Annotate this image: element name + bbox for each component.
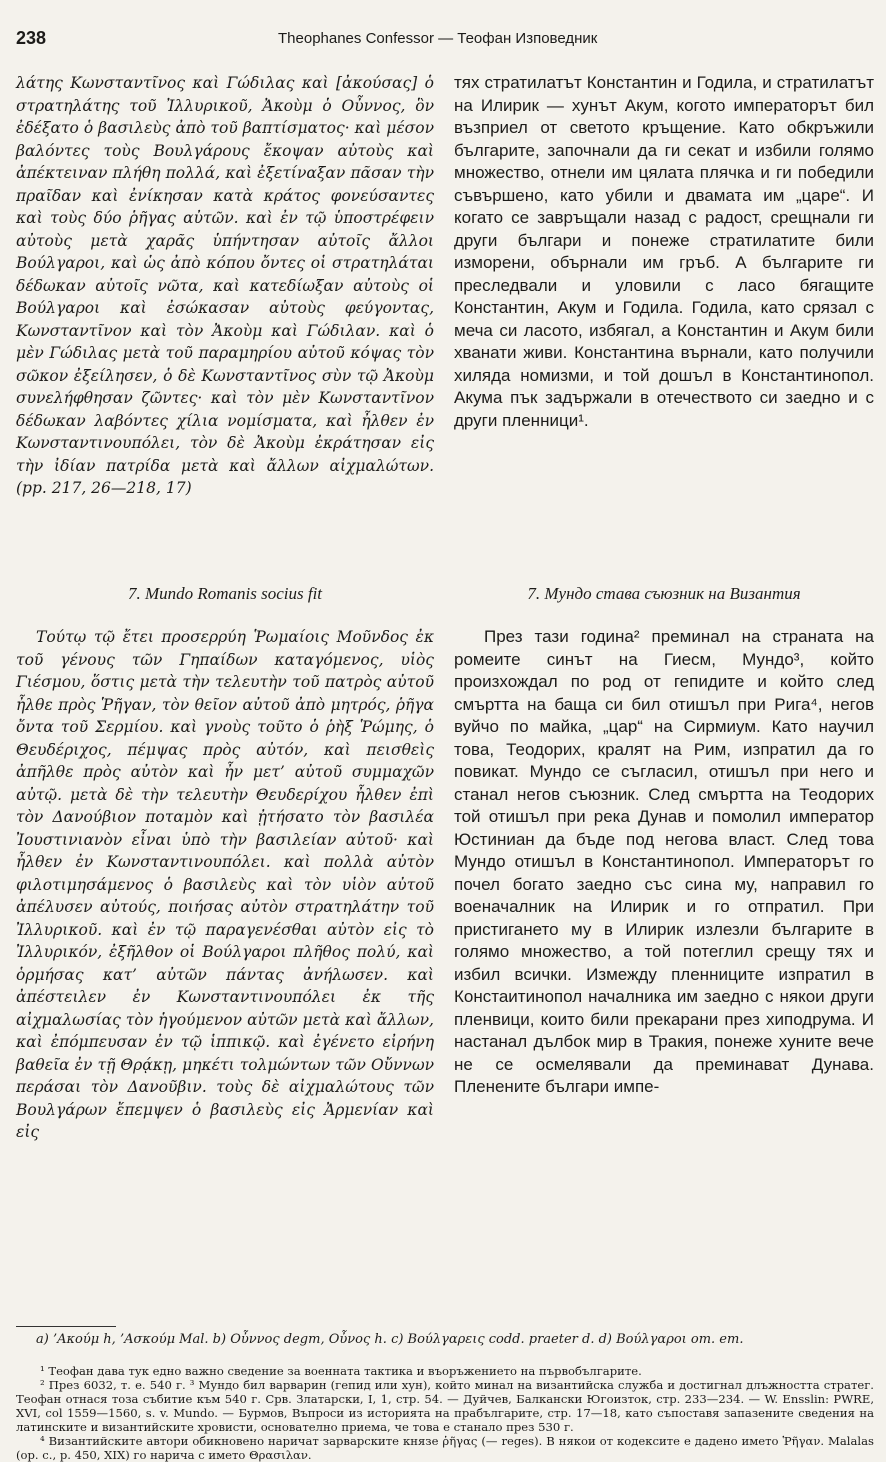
section-title-bulgarian: 7. Мундо става съюзник на Византия (527, 584, 801, 603)
page-header (16, 28, 874, 54)
footnotes (16, 1364, 874, 1462)
footnote: ² През 6032, т. е. 540 г. ³ Мундо бил варварин (гепид или хун), който минал на византийска служба и достигнал длъжността стратег. Теофан отнася тоза събитие към 540 г. Срв. Златарски, I, 1, стр. 54. — Дуйчев, Балкански Югоизток, стр. 233—234. — W. Ensslin: PWRE, XVI, col 1559—1560, s. v. Mundo. — Бурмов, Въпроси из историята на прабългарите, стр. 17—18, като съпоставя запазените сведения на латинските и византийските хровисти, основателно приема, че това е станало през 530 г. (16, 1378, 874, 1434)
bulgarian-paragraph: През тази година² преминал на страната на ромеите синът на Гиесм, Мундо³, който произхождал по род от гепидите и който след смъртта на баща си бил отишъл при Рига⁴, негов вуйчо по майка, „цар“ на Сирмиум. Като научил това, Теодорих, кралят на Рим, изпратил да го повикат. Мундо се съгласил, отишъл при него и станал негов съюзник. След смъртта на Теодорих той отишъл при река Дунав и помолил император Юстиниан да бъде под негова власт. След това Мундо отишъл в Константинопол. Императорът го почел богато заедно със сина му, направил го военачалник на Илирик и го отпратил. При пристигането му в Илирик излезли българите в голямо множество, а той потеглил срещу тях и избил всички. Измежду пленниците изпратил в Констаитинопол началника им заедно с някои други пленвици, които били прекарани през хиподрума. И настанал дълбок мир в Тракия, понеже хуните вече не се осмелявали да преминават Дунава. Пленените българи импе- (454, 627, 874, 1096)
greek-text-bottom (16, 626, 434, 1144)
bulgarian-text-bottom (454, 626, 874, 1099)
running-head: Theophanes Confessor — Теофан Изповедник (278, 30, 598, 47)
bulgarian-text-top (454, 72, 874, 432)
greek-paragraph: Τούτῳ τῷ ἔτει προσερρύη Ῥωμαίοις Μοῦνδος ἐκ τοῦ γένους τῶν Γηπαίδων καταγόμενος, υἱὸς Γιέσμου, ὅστις μετὰ τὴν τελευτὴν τοῦ πατρὸς αὐτοῦ ἦλθε πρὸς Ῥῆγαν, τὸν θεῖον αὐτοῦ ἀπὸ μητρός, ῥῆγα ὄντα τοῦ Σερμίου. καὶ γνοὺς τοῦτο ὁ ῥὴξ Ῥώμης, ὁ Θευδέριχος, πέμψας πρὸς αὐτόν, καὶ πεισθεὶς ἀπῆλθε πρὸς αὐτὸν καὶ ἦν μετ’ αὐτοῦ συμμαχῶν αὐτῷ. μετὰ δὲ τὴν τελευτὴν Θευδερίχου ἦλθεν ἐπὶ τὸν Δανούβιον ποταμὸν καὶ ᾐτήσατο τὸν βασιλέα Ἰουστινιανὸν εἶναι ὑπὸ τὴν βασιλείαν αὐτοῦ· καὶ ἦλθεν ἐν Κωνσταντινουπόλει. καὶ πολλὰ αὐτὸν φιλοτιμησάμενος ὁ βασιλεὺς καὶ τὸν υἱὸν αὐτοῦ ἀπέλυσεν αὐτούς, ποιήσας αὐτὸν στρατηλάτην τοῦ Ἰλλυρικοῦ. καὶ ἐν τῷ παραγενέσθαι αὐτὸν εἰς τὸ Ἰλλυρικόν, ἐξῆλθον οἱ Βούλγαροι πλῆθος πολύ, καὶ ὁρμήσας κατ’ αὐτῶν πάντας ἀνήλωσεν. καὶ ἀπέστειλεν ἐν Κωνσταντινουπόλει ἐκ τῆς αἰχμαλωσίας τὸν ἡγούμενον αὐτῶν μετὰ καὶ ἄλλων, καὶ ἐπόμπευσαν ἐν τῷ ἱππικῷ. καὶ ἐγένετο εἰρήνη βαθεῖα ἐν τῇ Θρᾴκῃ, μηκέτι τολμώντων τῶν Οὔννων περάσαι τὸν Δανοῦβιν. τοὺς δὲ αἰχμαλώτους τῶν Βουλγάρων ἔπεμψεν ὁ βασιλεὺς εἰς Ἀρμενίαν καὶ εἰς (16, 628, 434, 1141)
apparatus-divider (16, 1326, 116, 1327)
footnote: ¹ Теофан дава тук едно важно сведение за военната тактика и въоръжението на първобългарите. (40, 1364, 642, 1378)
critical-apparatus: a) ’Ακούμ h, ’Ασκούμ Mal. b) Οὖννος degm, Οὖνος h. c) Βούλγαρεις codd. praeter d. d) Βούλγαροι om. em. (36, 1332, 744, 1347)
footnote: ⁴ Византийските автори обикновено наричат зарварските князе ῥῆγας (— reges). В някои от кодексите е дадено името Ῥῆγαν. Malalas (op. c., p. 450, XIX) го нарича с името Θρασιλαν. (16, 1434, 874, 1462)
page-number: 238 (16, 28, 47, 48)
greek-paragraph: λάτης Κωνσταντῖνος καὶ Γώδιλας καὶ [ἀκούσας] ὁ στρατηλάτης τοῦ Ἰλλυρικοῦ, Ἀκοὺμ ὁ Οὖννος, ὃν ἐδέξατο ὁ βασιλεὺς ἀπὸ τοῦ βαπτίσματος· καὶ μέσον βαλόντες τοὺς Βουλγάρους ἔκοψαν αὐτοὺς καὶ ἀπέκτειναν πλήθη πολλά, καὶ ἐξετίναξαν πᾶσαν τὴν πραῖδαν καὶ ἐνίκησαν κατὰ κράτος φονεύσαντες καὶ τοὺς δύο ῥῆγας αὐτῶν. καὶ ἐν τῷ ὑποστρέφειν αὐτοὺς μετὰ χαρᾶς ὑπήντησαν αὐτοῖς ἄλλοι Βούλγαροι, καὶ ὡς ἀπὸ κόπου ὄντες οἱ στρατηλάται δέδωκαν αὐτοῖς νῶτα, καὶ κατεδίωξαν αὐτοὺς οἱ Βούλγαροι καὶ ἐσώκασαν αὐτοὺς φεύγοντας, Κωνσταντῖνον καὶ τὸν Ἀκοὺμ καὶ Γώδιλαν. καὶ ὁ μὲν Γώδιλας μετὰ τοῦ παραμηρίου αὐτοῦ κόψας τὸν σῶκον ἐξείλησεν, ὁ δὲ Κωνσταντῖνος σὺν τῷ Ἀκοὺμ συνελήφθησαν ζῶντες· καὶ τὸν μὲν Κωνσταντῖνον δέδωκαν λαβόντες χίλια νομίσματα, καὶ ἦλθεν ἐν Κωνσταντινουπόλει, τὸν δὲ Ἀκοὺμ ἐκράτησαν εἰς τὴν ἰδίαν πατρίδα μετὰ καὶ ἄλλων αἰχμαλώτων. (pp. 217, 26—218, 17) (16, 74, 434, 497)
section-title-latin: 7. Mundo Romanis socius fit (127, 584, 323, 603)
greek-text-top (16, 72, 434, 500)
bulgarian-paragraph: тях стратилатът Константин и Годила, и стратилатът на Илирик — хунът Акум, когото императорът бил възприел от светото кръщение. Като обкръжили българите, започнали да ги секат и избили голямо множество, отнели им цялата плячка и ги победили съвършено, като убили и двамата им „царе“. И когато се завръщали назад с радост, срещнали ги други българи и понеже стратилатите били изморени, обърнали им гръб. А българите ги преследвали и уловили с ласо бягащите Константин, Акум и Годила. Годила, като срязал с меча си ласото, избягал, а Константин и Акум били хванати живи. Константина върнали, като получили хиляда номизми, и той дошъл в Константинопол. Акума пък задържали в отечеството си заедно и с други пленници¹. (454, 73, 874, 430)
